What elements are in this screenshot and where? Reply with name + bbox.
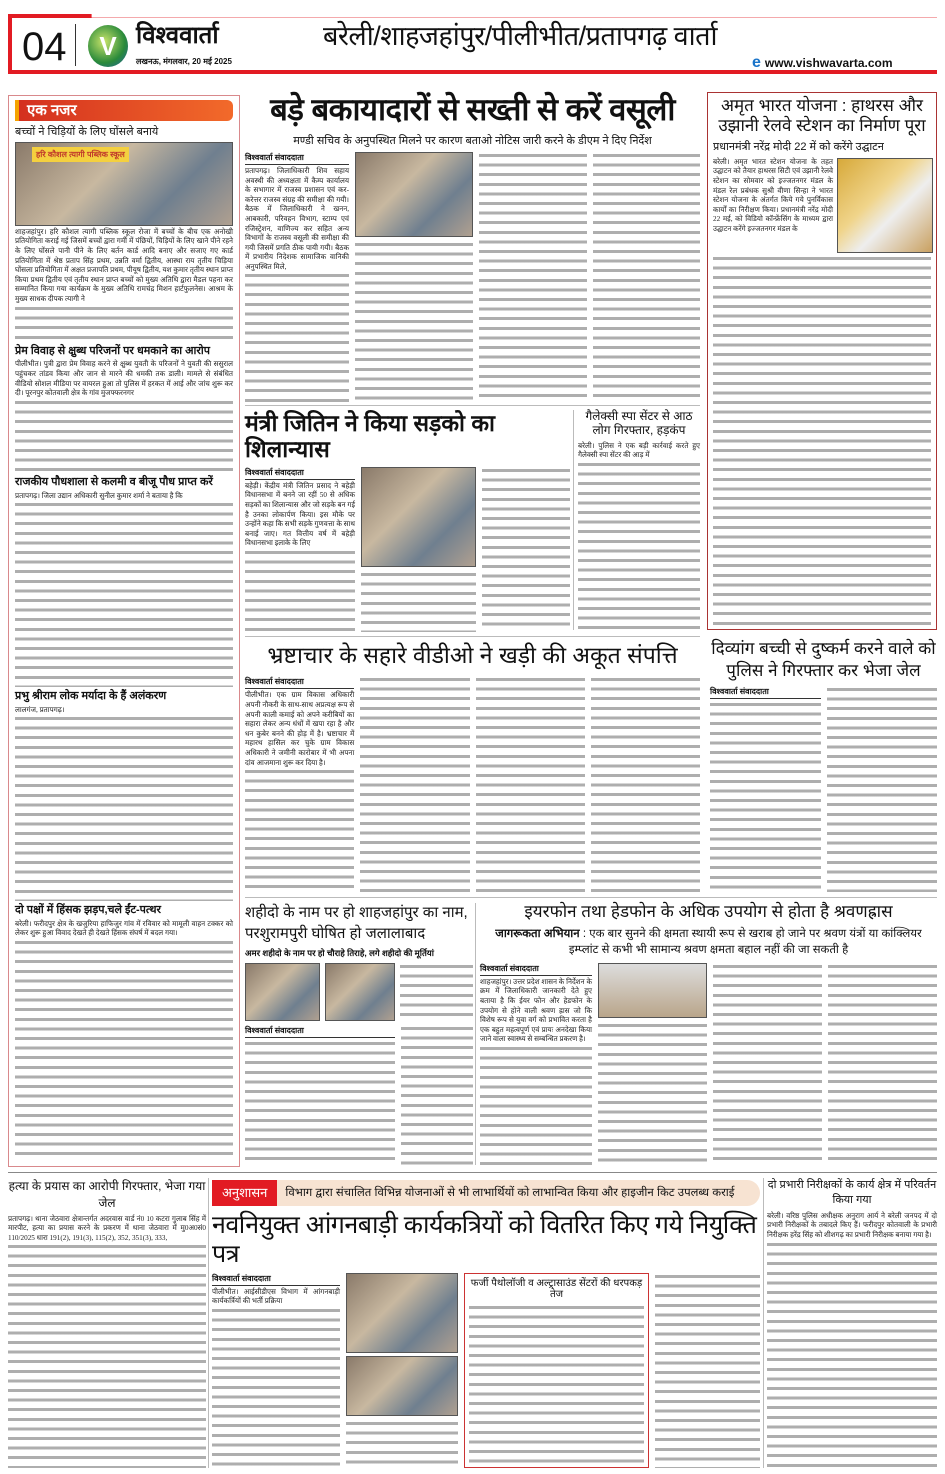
- story-body: शाहजहांपुर। उत्तर प्रदेश शासन के निर्देशन के क्रम में जिलाधिकारी जानकारी देते हुए बताया है कि ईयर फोन और हेडफोन के उपयोग से होने वाली श्रवण ह्रास जो कि विशेष रूप से युवा वर्ग को प्रभावित करता है एक बहुत महत्वपूर्ण एवं प्रायः अनदेखा किया जाने वाला स्वास्थ्य से सम्बन्धित प्रकरण है।: [480, 977, 592, 1044]
- box-headline: फर्जी पैथोलॉजी व अल्ट्रासाउंड सेंटरों की धरपकड़ तेज: [470, 1277, 643, 1300]
- story-body: बरेली। वरिष्ठ पुलिस अधीक्षक अनुराग आर्य ने बरेली जनपद में दो प्रभारी निरीक्षकों के तबादले किए हैं। फरीदपुर कोतवाली के प्रभारी निरीक्षक हरेंद्र सिंह को शीशगढ़ का प्रभारी निरीक्षक बनाया गया है।: [767, 1211, 937, 1239]
- left-column: [8, 95, 240, 1167]
- bottom-left-story: [8, 1178, 206, 1468]
- shahid-photo-2: [325, 963, 395, 1021]
- divyang-story: [710, 638, 937, 892]
- bottom-left-headline: हत्या के प्रयास का आरोपी गिरफ्तार, भेजा गया जेल: [8, 1179, 206, 1210]
- shahid-photo: [245, 963, 320, 1021]
- story-headline: प्रेम विवाह से क्षुब्ध परिजनों पर धमकाने का आरोप: [15, 344, 210, 357]
- divyang-headline: दिव्यांग बच्ची से दुष्कर्म करने वाले को पुलिस ने गिरफ्तार कर भेजा जेल: [711, 639, 936, 681]
- lead-headline: बड़े बकायादारों से सख्ती से करें वसूली: [270, 92, 675, 127]
- anganwadi-story: [212, 1180, 760, 1468]
- story-headline: प्रभु श्रीराम लोक मर्यादा के हैं अलंकरण: [15, 690, 167, 703]
- page-number: 04: [22, 25, 67, 69]
- story-body: प्रतापगढ़। थाना जेठवारा क्षेत्रान्तर्गत अदरवास वार्ड नं0 10 कटरा गुलाब सिंह में मारपीट, हत्या का प्रयास करने के प्रकरण में थाना जेठवारा में मु0अ0सं0 110/2025 धारा 191(2), 191(3), 115(2), 352, 351(3), 333,: [8, 1214, 206, 1242]
- story-body: बरेली। पुलिस ने एक बड़ी कार्रवाई करते हुए गैलेक्सी स्पा सेंटर की आड़ में: [578, 441, 700, 460]
- bottom-right-story: [767, 1178, 937, 1468]
- story-body: पीलीभीत। पुत्री द्वारा प्रेम विवाह करने से क्षुब्ध युवती के परिजनों ने युवती की ससुराल पहुंचकर तांडव किया और जान से मारने की धमकी तक डाली। मामले से संबंधित वीडियो सोशल मीडिया पर वायरल हुआ तो पुलिस में हरकत में आई और जांच शुरू कर दी। पूरनपुर कोतवाली क्षेत्र के गांव मुजफ्फरनगर: [15, 360, 233, 398]
- story-body: लालगंज, प्रतापगढ़।: [15, 705, 65, 714]
- website-link[interactable]: e www.vishwavarta.com: [752, 54, 893, 71]
- spa-story: [578, 410, 700, 632]
- fake-pathology-box: [464, 1273, 649, 1469]
- story-body: प्रतापगढ़। जिलाधिकारी शिव सहाय अवस्थी की अध्यक्षता में कैम्प कार्यालय के सभागार में राजस्व प्रशासन एवं कर-करेत्तर राजस्व संग्रह की समीक्षा की गयी। बैठक में जिलाधिकारी ने खनन, आबकारी, परिवहन विभाग, स्टाम्प एवं रजिस्ट्रेशन, वाणिज्य कर सहित अन्य विभागों के राजस्व वसूली की समीक्षा की गयी जिसमें प्रगति ठीक पायी गयी। बैठक में प्रभारीय निदेशक सामाजिक वानिकी अनुपस्थित मिले,: [245, 166, 349, 271]
- byline: विश्ववार्ता संवाददाता: [245, 676, 354, 689]
- amrit-story-box: [707, 92, 937, 630]
- byline: विश्ववार्ता संवाददाता: [480, 963, 592, 976]
- amrit-headline: अमृत भारत योजना : हाथरस और उझानी रेलवे स्टेशन का निर्माण पूरा: [718, 96, 926, 135]
- story-headline: राजकीय पौधशाला से कलमी व बीजू पौध प्राप्त करें: [15, 476, 213, 489]
- anganwadi-photo: [346, 1273, 458, 1353]
- shahid-subheadline: अमर शहीदो के नाम पर हो चौराहे तिराहे, लगे शहीदो की मूर्तियां: [245, 948, 434, 958]
- spa-headline: गैलेक्सी स्पा सेंटर से आठ लोग गिरफ्तार, हड़कंप: [585, 409, 693, 437]
- byline: विश्ववार्ता संवाददाता: [212, 1273, 340, 1286]
- lead-photo: [355, 152, 473, 237]
- story-body: बहेड़ी। केंद्रीय मंत्री जितिन प्रसाद ने बहेड़ी विधानसभा में बनने जा रहीं 50 से अधिक सड़कों का शिलान्यास और जो सड़के बन गई है उनका लोकार्पण किया। इस मौके पर उन्होंने कहा कि सभी सड़के गुणवत्ता के साथ बनाई जाए। गत वित्तीय वर्ष में बहेड़ी विधानसभा इलाके के लिए: [245, 481, 355, 548]
- amrit-subheadline: प्रधानमंत्री नरेंद्र मोदी 22 में को करेंगे उद्घाटन: [713, 141, 884, 154]
- jitin-photo: [361, 467, 476, 567]
- byline: विश्ववार्ता संवाददाता: [245, 1025, 395, 1038]
- jitin-headline: मंत्री जितिन ने किया सड़को का शिलान्यास: [245, 410, 495, 463]
- earphone-headline: इयरफोन तथा हेडफोन के अधिक उपयोग से होता है श्रवणह्रास: [524, 902, 893, 921]
- shahid-headline: शहीदो के नाम पर हो शाहजहांपुर का नाम, परशुरामपुरी घोषित हो जलालाबाद: [245, 904, 468, 942]
- kicker-badge: अनुशासन: [212, 1180, 277, 1206]
- earphone-subheadline: जागरूकता अभियान : एक बार सुनने की क्षमता स्थायी रूप से खराब हो जाने पर श्रवण यंत्रों या कांक्लियर इम्प्लांट से कभी भी सामान्य श्रवण क्षमता बहाल नहीं की जा सकती है: [495, 927, 922, 957]
- logo-icon: V: [88, 25, 128, 67]
- byline: विश्ववार्ता संवाददाता: [245, 152, 349, 165]
- shahid-story: [245, 902, 473, 1166]
- lead-subheadline: मण्डी सचिव के अनुपस्थित मिलने पर कारण बताओ नोटिस जारी करने के डीएम ने दिए निर्देश: [293, 134, 652, 147]
- byline: विश्ववार्ता संवाददाता: [710, 686, 821, 699]
- story-body: पीलीभीत। आईसीडीएस विभाग में आंगनबाड़ी कार्यकर्त्रियों की भर्ती प्रक्रिया: [212, 1287, 340, 1306]
- story-photo: हरि कौशल त्यागी पब्लिक स्कूल: [15, 142, 233, 226]
- story-body: बरेली। फरीदपुर क्षेत्र के खजुरिया हाफिजुर गांव में रविवार को मामूली वाहन टक्कर को लेकर शुरू हुआ विवाद देखते ही देखते हिंसक संघर्ष में बदल गया।: [15, 919, 233, 938]
- story-body: प्रतापगढ़। जिला उद्यान अधिकारी सुनील कुमार शर्मा ने बताया है कि: [15, 491, 183, 500]
- section-label: एक नजर: [15, 100, 233, 121]
- bottom-right-headline: दो प्रभारी निरीक्षकों के कार्य क्षेत्र में परिवर्तन किया गया: [767, 1179, 937, 1207]
- strap-text: विभाग द्वारा संचालित विभिन्न योजनाओं से भी लाभार्थियों को लाभान्वित किया और हाइजीन किट उपलब्ध कराई: [285, 1186, 735, 1199]
- story-headline: बच्चों ने चिड़ियों के लिए घोंसले बनाये: [15, 126, 159, 139]
- paper-name: विश्ववार्ता: [136, 22, 219, 49]
- vdo-story: [245, 642, 700, 892]
- edition-title: बरेली/शाहजहांपुर/पीलीभीत/प्रतापगढ़ वार्ता: [322, 21, 718, 51]
- lead-story: [245, 92, 700, 402]
- internet-explorer-icon: e: [752, 54, 761, 71]
- story-body: बरेली। अमृत भारत स्टेशन योजना के तहत उद्घाटन को तैयार हाथरस सिटी एवं उझानी रेलवे स्टेशन का सोमवार को इज्जतनगर मंडल के मंडल रेल प्रबंधक सुश्री वीणा सिन्हा ने भारत स्टेशन योजना के अंतर्गत किये गये पुनर्विकास कार्यों का निरीक्षण किया। प्रधानमंत्री नरेंद्र मोदी 22 मई, को विडियो कॉन्फ्रेंसिंग के माध्यम द्वारा उद्घाटन करेंगे इज्जतनगर मंडल के: [713, 157, 833, 233]
- vdo-headline: भ्रष्टाचार के सहारे वीडीओ ने खड़ी की अकूत संपत्ति: [267, 642, 678, 668]
- story-body: पीलीभीत। एक ग्राम विकास अधिकारी अपनी नौकरी के साथ-साथ अप्रत्यक्ष रूप से अपनी काली कमाई को अपने करीबियों का सहारा लेकर अन्य धंधों में खपा रहा है और धन कुबेर बनने की होड़ में है। भ्रष्टाचार में महारथ हासिल कर चुके ग्राम विकास अधिकारी ने जमीनी कारोबार में भी अपना दांव आजमाना शुरू कर दिया है।: [245, 691, 355, 767]
- anganwadi-photo-2: [346, 1356, 458, 1416]
- modi-photo: [837, 158, 933, 253]
- anganwadi-strap-band: [212, 1180, 760, 1206]
- dateline: लखनऊ, मंगलवार, 20 मई 2025: [136, 57, 232, 66]
- story-body: शाहजहांपुर। हरि कौशल त्यागी पब्लिक स्कूल रोजा में बच्चों के बीच एक अनोखी प्रतियोगिता कराई गई जिसमें बच्चों द्वारा गर्मी में पंछियों, चिड़ियों के लिए खाने पीने रहने के लिए घोंसले पानी पीने के लिए बर्तन कार्ड आदि बनाए और सजाए गए कार्ड प्रतियोगिता में श्रेष्ठ प्रताप सिंह प्रथम, उन्नति वर्मा द्वितीय, आस्था राय तृतीय चिड़िया घोंसला प्रतियोगिता में अक्षत प्रजापति प्रथम, पीयूष द्वितीय, यश कुमार तृतीय स्थान प्राप्त किया प्रथम द्वितीय एवं तृतीय स्थान प्राप्त बच्चों को मुख्य अतिथि द्वारा मैडल पहना कर सम्मानित किया गया कार्यक्रम के मुख्य अतिथि रामचंद्र मिशन हार्टफुलनेस। आश्रम के मुख्य साधक दीपक त्यागी ने: [15, 227, 233, 304]
- earphone-photo: [598, 963, 707, 1018]
- story-headline: दो पक्षों में हिंसक झड़प,चले ईंट-पत्थर: [15, 904, 162, 917]
- jitin-story: [245, 410, 570, 632]
- anganwadi-headline: नवनियुक्त आंगनबाड़ी कार्यकत्रियों को वितरित किए गये नियुक्ति पत्र: [212, 1211, 757, 1268]
- byline: विश्ववार्ता संवाददाता: [245, 467, 355, 480]
- earphone-story: [480, 902, 937, 1166]
